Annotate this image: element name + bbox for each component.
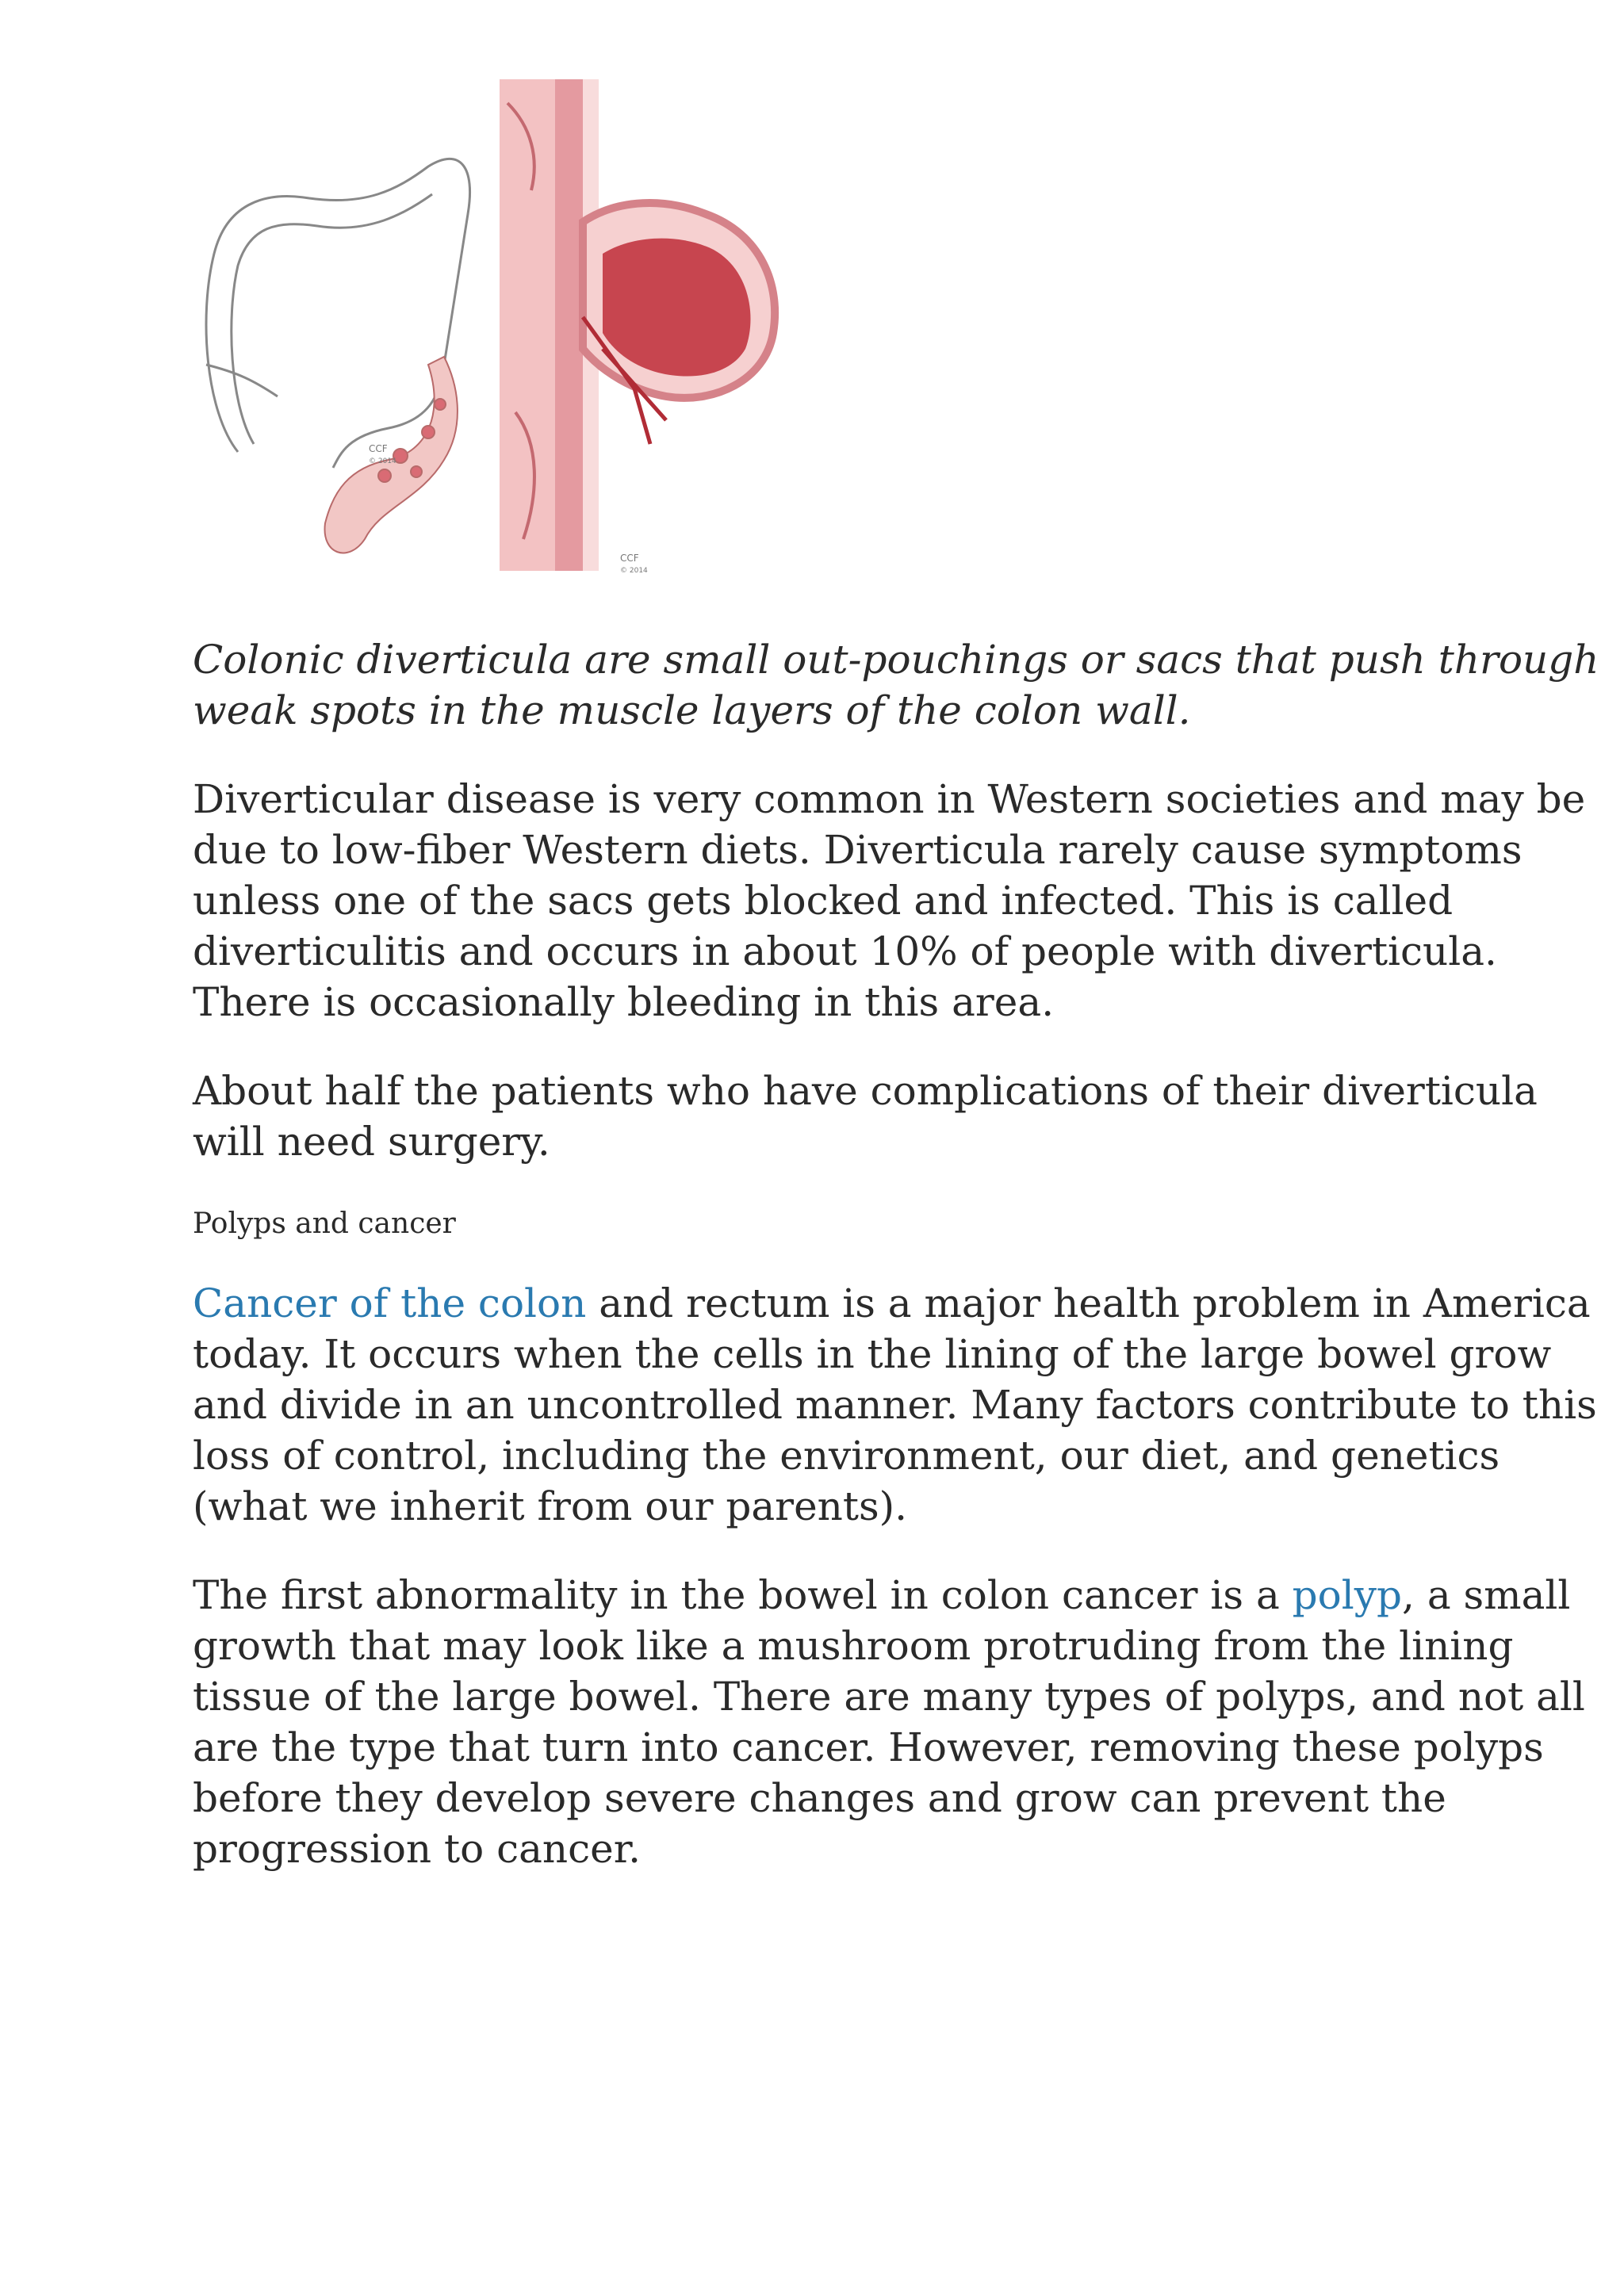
link-cancer-of-the-colon[interactable]: Cancer of the colon [193,1280,587,1326]
article-body [193,634,1604,1912]
ccf-label-left: CCF [369,443,388,454]
paragraph-surgery: About half the patients who have complications of their diverticula will need surgery. [193,1068,1538,1165]
svg-text:© 2014: © 2014 [369,457,396,465]
figure-caption: Colonic diverticula are small out-pouchings or sacs that push through weak spots in the muscle layers of the colon wall. [193,637,1599,733]
link-polyp[interactable]: polyp [1292,1572,1403,1618]
paragraph-polyp-text-before: The first abnormality in the bowel in colon cancer is a [193,1572,1293,1618]
paragraph-diverticular-disease: Diverticular disease is very common in Western societies and may be due to low-fiber Western diets. Diverticula rarely cause symptoms unless one of the sacs gets blocked and infected. This is called diverticulitis and occurs in about 10% of people with diverticula. There is occasionally bleeding in this area. [193,776,1586,1025]
wall-cross-section [500,79,775,571]
paragraph-polyp-text-after: , a small growth that may look like a mushroom protruding from the lining tissue of the large bowel. There are many types of polyps, and not all are the type that turn into cancer. However, removing these polyps before they develop severe changes and grow can prevent the progression to cancer. [193,1572,1585,1872]
paragraph-colon-cancer [193,1278,1604,1532]
ccf-label-right: CCF [620,553,639,564]
paragraph-colon-cancer-text: and rectum is a major health problem in America today. It occurs when the cells in the lining of the large bowel grow and divide in an uncontrolled manner. Many factors contribute to this loss of control, including the environment, our diet, and genetics (what we inherit from our parents). [193,1280,1597,1529]
diverticula-illustration [190,79,920,603]
section-heading-polyps-cancer: Polyps and cancer [193,1207,456,1240]
paragraph-polyp [193,1570,1604,1874]
svg-text:© 2014: © 2014 [620,567,648,575]
colon-outline-drawing [206,159,470,468]
colon-sigmoid-tinted [325,357,458,553]
